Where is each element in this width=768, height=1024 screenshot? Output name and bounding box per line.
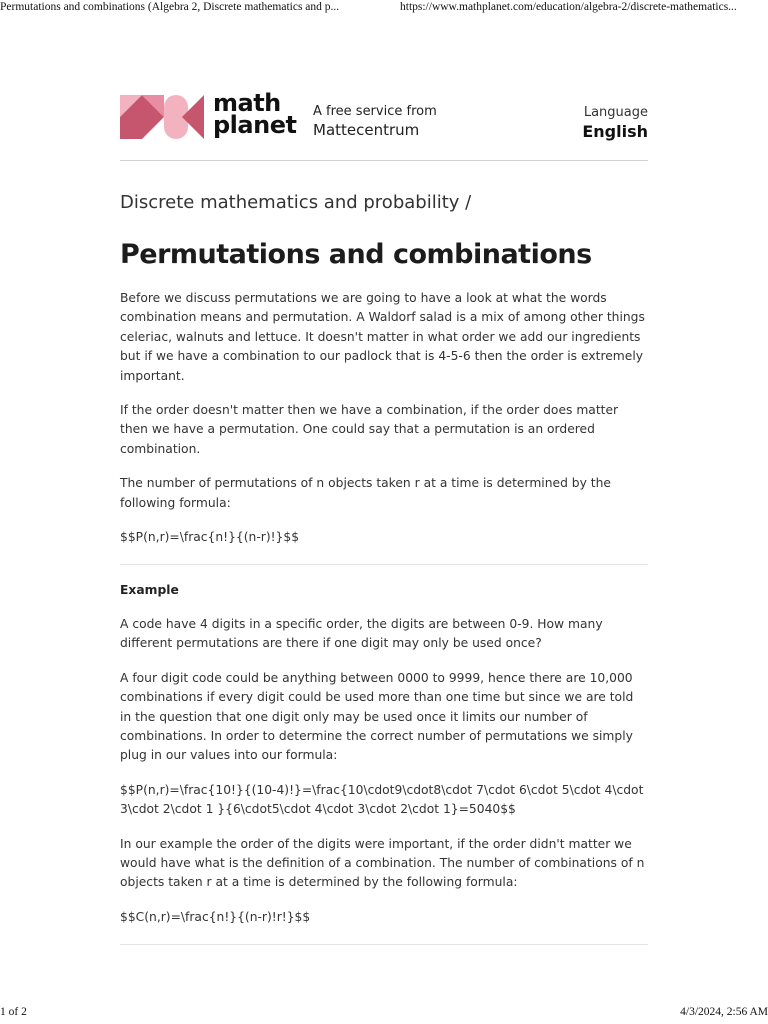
mathplanet-logo-icon[interactable] — [120, 95, 204, 139]
logo-line-planet: planet — [213, 111, 297, 139]
language-value[interactable]: English — [582, 122, 648, 141]
service-provider: Mattecentrum — [313, 121, 420, 139]
example-heading: Example — [120, 583, 179, 598]
example-explanation: A four digit code could be anything between 0000 to 9999, hence there are 10,000 combinations if every digit could be used more than one time but since we are told in the question that one digit only may be used once it limits our number of combinations. In order to determine the correct number of permutations we simply plug in our values into our formula: — [120, 670, 634, 763]
print-page-title: Permutations and combinations (Algebra 2, Discrete mathematics and p... — [0, 1, 340, 13]
main-content — [120, 89, 648, 945]
site-header — [120, 89, 648, 161]
example-question: A code have 4 digits in a specific order, the digits are between 0-9. How many different permutations are there if one digit may only be used once? — [120, 616, 603, 651]
language-label: Language — [583, 105, 648, 120]
language-selector[interactable] — [582, 105, 648, 143]
example-conclusion: In our example the order of the digits were important, if the order didn't matter we would have what is the definition of a combination. The number of combinations of n objects taken r at a time is determined by the following formula: — [120, 836, 645, 890]
print-footer — [0, 1006, 768, 1024]
breadcrumb[interactable]: Discrete mathematics and probability / — [120, 192, 472, 213]
logo-line-math: math — [213, 89, 281, 117]
service-info — [313, 104, 437, 140]
print-url: https://www.mathplanet.com/education/algebra-2/discrete-mathematics... — [400, 1, 737, 13]
intro-paragraph-2: If the order doesn't matter then we have a combination, if the order does matter then we have a permutation. One could say that a permutation is an ordered combination. — [120, 403, 619, 456]
logo-wordmark[interactable] — [213, 89, 297, 139]
print-header — [0, 0, 768, 18]
service-label: A free service from — [313, 104, 437, 119]
intro-paragraph-1: Before we discuss permutations we are going to have a look at what the words combination means and permutation. A Waldorf salad is a mix of among other things celeriac, walnuts and lettuce. It doesn't matter in what order we add our ingredients but if we have a combination to our padlock that is 4-5-6 then the order is extremely important. — [120, 291, 645, 383]
permutation-formula: $$P(n,r)=\frac{n!}{(n-r)!}$$ — [120, 530, 300, 545]
example-formula: $$P(n,r)=\frac{10!}{(10-4)!}=\frac{10\cdot9\cdot8\cdot 7\cdot 6\cdot 5\cdot 4\cdot 3\cdot 2\cdot 1 }{6\cdot5\cdot 4\cdot 3\cdot 2\cdot 1}=5040$$ — [120, 782, 644, 817]
print-page-number: 1 of 2 — [0, 1006, 27, 1018]
print-date: 4/3/2024, 2:56 AM — [680, 1006, 768, 1018]
combination-formula: $$C(n,r)=\frac{n!}{(n-r)!r!}$$ — [120, 909, 311, 924]
intro-paragraph-3: The number of permutations of n objects taken r at a time is determined by the following formula: — [120, 476, 611, 510]
divider — [120, 564, 648, 565]
divider-bottom — [120, 944, 648, 945]
page-title: Permutations and combinations — [120, 239, 592, 270]
